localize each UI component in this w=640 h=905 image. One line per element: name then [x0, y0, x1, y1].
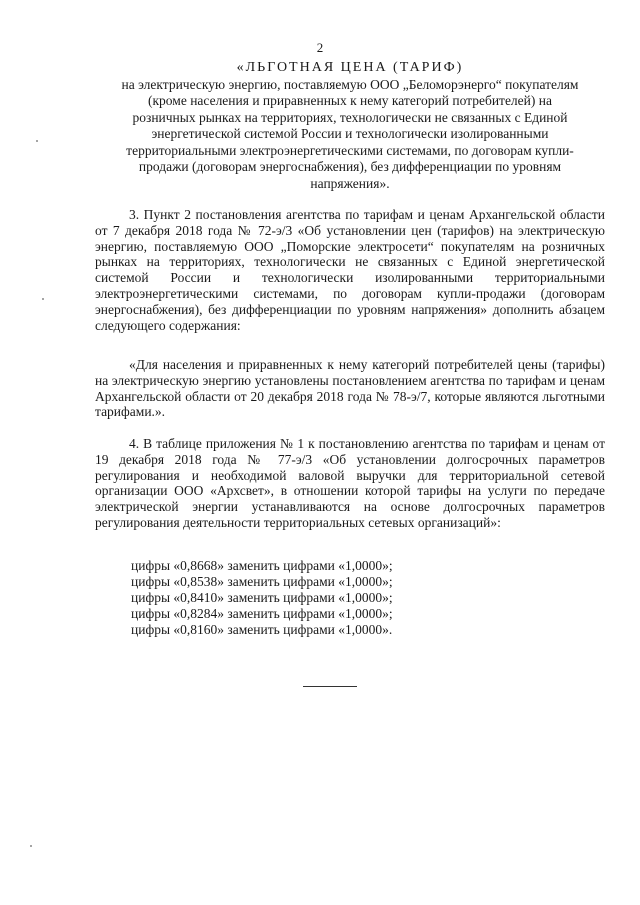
scan-speck — [36, 140, 38, 142]
tariff-heading — [95, 60, 605, 192]
replacement-item: цифры «0,8284» заменить цифрами «1,0000»; — [131, 605, 393, 621]
end-divider — [303, 686, 357, 687]
quoted-addition: «Для населения и приравненных к нему категорий потребителей цены (тарифы) на электрическую энергию установлены постановлением агентства по тарифам и ценам Архангельской области от 20 декабря 2018 года № 78-э/7, которые являются льготными тарифами.». — [95, 357, 605, 420]
heading-line: территориальными электроэнергетическими системами, по договорам купли- — [126, 142, 574, 158]
scan-speck — [42, 298, 44, 300]
replacement-item: цифры «0,8538» заменить цифрами «1,0000»; — [131, 573, 393, 589]
heading-line: (кроме населения и приравненных к нему категорий потребителей) на — [148, 93, 552, 108]
replacement-item: цифры «0,8160» заменить цифрами «1,0000». — [131, 621, 393, 637]
heading-line: продажи (договорам энергоснабжения), без дифференциации по уровням — [138, 159, 562, 174]
heading-line: на электрическую энергию, поставляемую ООО „Беломорэнерго“ покупателям — [121, 76, 579, 92]
paragraph-3: 3. Пункт 2 постановления агентства по тарифам и ценам Архангельской области от 7 декабря 2018 года № 72-э/3 «Об установлении цен (тарифов) на электрическую энергию, поставляемую ООО „Поморские электросети“ покупателям на розничных рынках на территориях, технологически не связанных с Единой энергетической системой России и технологически изолированными территориальными электроэнергетическими системами, по договорам купли-продажи (договорам энергоснабжения), без дифференциации по уровням напряжения» дополнить абзацем следующего содержания: — [95, 207, 605, 333]
heading-title: «ЛЬГОТНАЯ ЦЕНА (ТАРИФ) — [236, 60, 464, 75]
replacement-item: цифры «0,8668» заменить цифрами «1,0000»; — [131, 558, 393, 573]
heading-line: энергетической системой России и технологически изолированными — [151, 126, 549, 141]
heading-line: напряжения». — [310, 175, 390, 191]
heading-line: розничных рынках на территориях, технологически не связанных с Единой — [132, 109, 568, 125]
page-number: 2 — [316, 40, 324, 55]
replacement-item: цифры «0,8410» заменить цифрами «1,0000»; — [131, 589, 393, 605]
scan-speck — [30, 845, 32, 847]
replacement-list — [131, 558, 551, 638]
paragraph-4: 4. В таблице приложения № 1 к постановлению агентства по тарифам и ценам от 19 декабря 2018 года № 77-э/3 «Об установлении долгосрочных параметров регулирования и необходимой валовой выручки для территориальной сетевой организации ООО «Архсвет», в отношении которой тарифы на услуги по передаче электрической энергии устанавливаются на основе долгосрочных параметров регулирования деятельности территориальных сетевых организаций»: — [95, 436, 605, 530]
